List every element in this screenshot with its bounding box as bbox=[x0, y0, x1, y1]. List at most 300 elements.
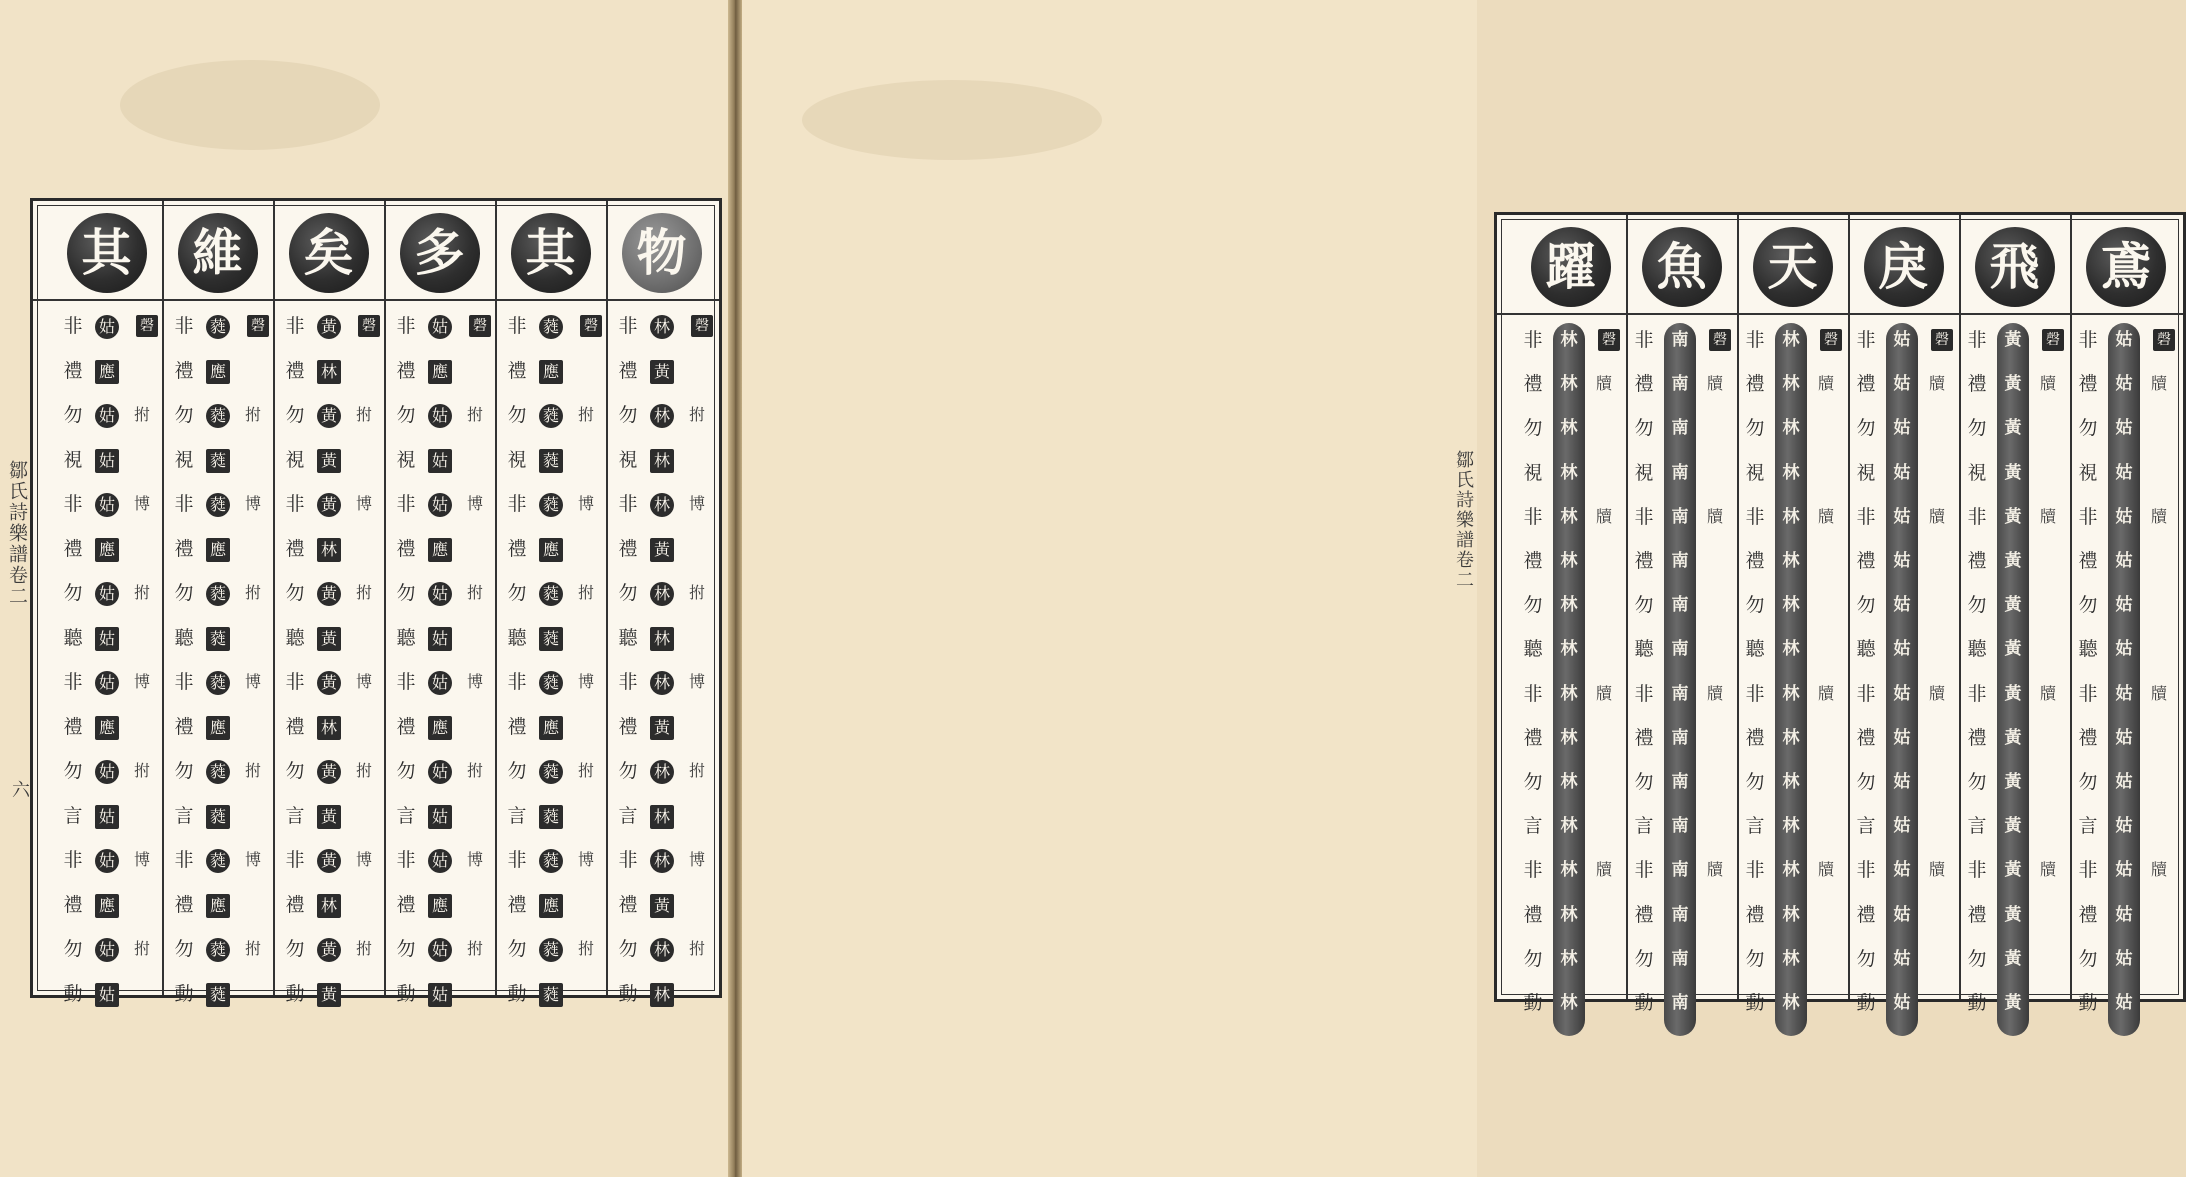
lyric-word: 勿 bbox=[618, 938, 638, 960]
lyric-word: 非 bbox=[285, 671, 305, 693]
bar-note: 姑 bbox=[2115, 330, 2133, 350]
pitch-note: 姑 bbox=[95, 938, 119, 962]
lyric-word: 視 bbox=[1856, 461, 1876, 484]
lyric-word: 言 bbox=[285, 804, 305, 827]
lyric-word: 禮 bbox=[507, 715, 527, 738]
left-page bbox=[0, 0, 728, 1177]
stroke-mark: 博 bbox=[466, 494, 483, 513]
pitch-note: 蕤 bbox=[206, 760, 230, 784]
bar-note: 林 bbox=[1560, 993, 1578, 1013]
pitch-note: 姑 bbox=[428, 760, 452, 784]
lyric-word: 非 bbox=[507, 315, 527, 337]
stroke-mark: 博 bbox=[466, 850, 483, 869]
lyric-word: 非 bbox=[618, 315, 638, 337]
lyric-word: 勿 bbox=[174, 938, 194, 960]
pitch-note: 黃 bbox=[317, 627, 341, 651]
bar-note: 南 bbox=[1671, 727, 1689, 748]
bar-note: 姑 bbox=[2115, 595, 2133, 616]
bar-note: 姑 bbox=[1893, 772, 1911, 792]
lyric-word: 非 bbox=[2078, 329, 2098, 351]
bar-note: 黃 bbox=[2004, 948, 2022, 969]
pitch-note: 林 bbox=[650, 671, 674, 695]
pitch-note: 蕤 bbox=[539, 315, 563, 339]
bar-note: 林 bbox=[1782, 948, 1800, 969]
bar-note: 林 bbox=[1782, 727, 1800, 748]
pitch-note: 蕤 bbox=[539, 582, 563, 606]
bar-note: 姑 bbox=[2115, 948, 2133, 969]
bar-note: 姑 bbox=[1893, 462, 1911, 483]
lyric-word: 非 bbox=[618, 849, 638, 871]
pitch-note: 蕤 bbox=[539, 849, 563, 873]
stroke-mark: 博 bbox=[133, 494, 150, 513]
lyric-word: 勿 bbox=[1856, 947, 1876, 970]
lyric-word: 勿 bbox=[2078, 417, 2098, 440]
column-divider bbox=[384, 201, 386, 995]
lyric-word: 視 bbox=[1523, 461, 1543, 484]
bar-note: 林 bbox=[1560, 683, 1578, 704]
pitch-note: 應 bbox=[206, 894, 230, 918]
lyric-word: 勿 bbox=[396, 582, 416, 604]
lyric-word: 非 bbox=[2078, 682, 2098, 705]
stroke-mark: 牘 bbox=[1817, 506, 1834, 526]
bar-note: 林 bbox=[1782, 772, 1800, 792]
stroke-mark: 牘 bbox=[1817, 683, 1834, 703]
column-divider bbox=[1848, 215, 1850, 999]
lyric-word: 非 bbox=[618, 493, 638, 515]
lyric-word: 禮 bbox=[1523, 903, 1543, 926]
lyric-word: 非 bbox=[1856, 329, 1876, 351]
stroke-mark: 牘 bbox=[2150, 683, 2167, 703]
lyric-word: 非 bbox=[1856, 859, 1876, 882]
lyric-word: 勿 bbox=[396, 760, 416, 782]
bar-note: 南 bbox=[1671, 948, 1689, 969]
bar-note: 黃 bbox=[2004, 904, 2022, 925]
lyric-word: 禮 bbox=[507, 893, 527, 916]
pitch-note: 姑 bbox=[428, 582, 452, 606]
right-column-3 bbox=[1848, 215, 1959, 1014]
pitch-tag: 磬 bbox=[469, 315, 491, 337]
bar-note: 姑 bbox=[1893, 816, 1911, 837]
bar-note: 姑 bbox=[2115, 551, 2133, 571]
lyric-word: 非 bbox=[1523, 505, 1543, 528]
pitch-note: 蕤 bbox=[206, 983, 230, 1007]
left-folio-number: 六 bbox=[9, 780, 30, 800]
bar-note: 林 bbox=[1560, 772, 1578, 792]
pitch-note: 姑 bbox=[428, 938, 452, 962]
bar-note: 姑 bbox=[1893, 330, 1911, 350]
lyric-word: 勿 bbox=[1967, 771, 1987, 793]
heading-seal: 矣 bbox=[289, 213, 369, 293]
pitch-tag: 磬 bbox=[358, 315, 380, 337]
bar-note: 姑 bbox=[1893, 904, 1911, 925]
pitch-note: 姑 bbox=[428, 627, 452, 651]
bar-note: 姑 bbox=[2115, 904, 2133, 925]
lyric-word: 勿 bbox=[1634, 417, 1654, 440]
bar-note: 林 bbox=[1782, 595, 1800, 616]
pitch-tag: 磬 bbox=[691, 315, 713, 337]
lyric-word: 非 bbox=[396, 493, 416, 515]
lyric-word: 禮 bbox=[507, 359, 527, 382]
lyric-word: 非 bbox=[1523, 682, 1543, 705]
heading-seal: 躍 bbox=[1531, 227, 1611, 307]
column-divider bbox=[162, 201, 164, 995]
bar-note: 黃 bbox=[2004, 374, 2022, 395]
pitch-note: 蕤 bbox=[206, 315, 230, 339]
stroke-mark: 牘 bbox=[2039, 374, 2056, 394]
bar-note: 姑 bbox=[1893, 639, 1911, 660]
pitch-note: 姑 bbox=[95, 627, 119, 651]
column-divider bbox=[1737, 215, 1739, 999]
pitch-note: 林 bbox=[317, 716, 341, 740]
lyric-word: 言 bbox=[63, 804, 83, 827]
bar-note: 林 bbox=[1782, 993, 1800, 1013]
stroke-mark: 博 bbox=[577, 850, 594, 869]
bar-note: 黃 bbox=[2004, 639, 2022, 660]
bar-note: 林 bbox=[1560, 551, 1578, 571]
bar-note: 姑 bbox=[1893, 683, 1911, 704]
lyric-word: 勿 bbox=[285, 938, 305, 960]
pitch-note: 應 bbox=[428, 538, 452, 562]
lyric-word: 動 bbox=[1523, 992, 1543, 1014]
left-score-frame bbox=[30, 198, 722, 1005]
lyric-word: 禮 bbox=[63, 893, 83, 916]
lyric-word: 禮 bbox=[63, 359, 83, 382]
left-column-1 bbox=[606, 201, 717, 1005]
pitch-note: 林 bbox=[650, 938, 674, 962]
bar-note: 黃 bbox=[2004, 595, 2022, 616]
bar-note: 南 bbox=[1671, 330, 1689, 350]
lyric-word: 動 bbox=[507, 982, 527, 1005]
pitch-tag: 磬 bbox=[580, 315, 602, 337]
right-score-frame bbox=[1494, 212, 2186, 1014]
stroke-mark: 拊 bbox=[577, 761, 594, 780]
lyric-word: 聽 bbox=[396, 626, 416, 649]
lyric-word: 勿 bbox=[1856, 594, 1876, 617]
bar-note: 林 bbox=[1782, 330, 1800, 350]
pitch-note: 林 bbox=[317, 538, 341, 562]
stroke-mark: 拊 bbox=[466, 405, 483, 424]
pitch-note: 應 bbox=[428, 894, 452, 918]
pitch-note: 蕤 bbox=[206, 582, 230, 606]
pitch-note: 姑 bbox=[95, 449, 119, 473]
stroke-mark: 牘 bbox=[1928, 860, 1945, 880]
pitch-note: 蕤 bbox=[206, 493, 230, 517]
lyric-word: 聽 bbox=[1745, 638, 1765, 661]
lyric-word: 禮 bbox=[1967, 903, 1987, 926]
heading-seal: 天 bbox=[1753, 227, 1833, 307]
stroke-mark: 拊 bbox=[133, 761, 150, 780]
lyric-word: 禮 bbox=[285, 537, 305, 560]
lyric-word: 視 bbox=[1967, 461, 1987, 484]
lyric-word: 禮 bbox=[2078, 726, 2098, 749]
lyric-word: 聽 bbox=[1856, 638, 1876, 661]
pitch-note: 林 bbox=[650, 627, 674, 651]
stroke-mark: 拊 bbox=[688, 761, 705, 780]
pitch-note: 林 bbox=[650, 760, 674, 784]
heading-seal: 維 bbox=[178, 213, 258, 293]
pitch-note: 林 bbox=[650, 983, 674, 1007]
stroke-mark: 博 bbox=[577, 494, 594, 513]
lyric-word: 動 bbox=[63, 982, 83, 1005]
bar-note: 林 bbox=[1782, 904, 1800, 925]
bar-note: 林 bbox=[1782, 418, 1800, 439]
bar-note: 南 bbox=[1671, 860, 1689, 881]
pitch-note: 林 bbox=[650, 805, 674, 829]
bar-note: 林 bbox=[1782, 551, 1800, 571]
lyric-word: 禮 bbox=[1856, 726, 1876, 749]
pitch-note: 林 bbox=[317, 360, 341, 384]
lyric-word: 非 bbox=[174, 849, 194, 871]
pitch-note: 林 bbox=[650, 449, 674, 473]
pitch-note: 林 bbox=[650, 582, 674, 606]
bar-note: 林 bbox=[1782, 506, 1800, 527]
lyric-word: 勿 bbox=[1523, 947, 1543, 970]
lyric-word: 非 bbox=[63, 671, 83, 693]
lyric-word: 勿 bbox=[1523, 417, 1543, 440]
lyric-word: 聽 bbox=[63, 626, 83, 649]
stroke-mark: 博 bbox=[355, 672, 372, 691]
lyric-word: 禮 bbox=[2078, 373, 2098, 396]
left-column-4 bbox=[273, 201, 384, 1005]
pitch-note: 蕤 bbox=[539, 449, 563, 473]
pitch-note: 姑 bbox=[428, 404, 452, 428]
pitch-note: 應 bbox=[206, 360, 230, 384]
bar-note: 姑 bbox=[2115, 683, 2133, 704]
lyric-word: 動 bbox=[1745, 992, 1765, 1014]
pitch-note: 蕤 bbox=[539, 627, 563, 651]
pitch-note: 應 bbox=[539, 538, 563, 562]
lyric-word: 非 bbox=[1745, 505, 1765, 528]
pitch-note: 蕤 bbox=[206, 627, 230, 651]
bar-note: 林 bbox=[1782, 860, 1800, 881]
lyric-word: 勿 bbox=[63, 938, 83, 960]
lyric-word: 言 bbox=[2078, 815, 2098, 838]
stroke-mark: 牘 bbox=[1928, 506, 1945, 526]
paper-stain bbox=[120, 60, 380, 150]
lyric-word: 言 bbox=[1745, 815, 1765, 838]
heading-seal: 飛 bbox=[1975, 227, 2055, 307]
lyric-word: 禮 bbox=[174, 893, 194, 916]
pitch-note: 林 bbox=[650, 493, 674, 517]
stroke-mark: 牘 bbox=[1706, 860, 1723, 880]
pitch-note: 黃 bbox=[317, 849, 341, 873]
lyric-word: 勿 bbox=[507, 938, 527, 960]
pitch-note: 應 bbox=[95, 538, 119, 562]
stroke-mark: 博 bbox=[355, 494, 372, 513]
lyric-word: 非 bbox=[1634, 859, 1654, 882]
lyric-word: 勿 bbox=[1967, 594, 1987, 617]
lyric-word: 聽 bbox=[1523, 638, 1543, 661]
lyric-word: 勿 bbox=[396, 404, 416, 426]
bar-note: 姑 bbox=[2115, 727, 2133, 748]
lyric-word: 勿 bbox=[618, 404, 638, 426]
pitch-note: 姑 bbox=[95, 582, 119, 606]
lyric-word: 禮 bbox=[507, 537, 527, 560]
lyric-word: 動 bbox=[285, 982, 305, 1005]
lyric-word: 勿 bbox=[63, 582, 83, 604]
lyric-word: 勿 bbox=[396, 938, 416, 960]
pitch-note: 應 bbox=[206, 538, 230, 562]
lyric-word: 禮 bbox=[1634, 550, 1654, 572]
lyric-word: 非 bbox=[1634, 682, 1654, 705]
stroke-mark: 拊 bbox=[577, 939, 594, 958]
stroke-mark: 博 bbox=[577, 672, 594, 691]
pitch-note: 姑 bbox=[428, 805, 452, 829]
pitch-note: 姑 bbox=[428, 849, 452, 873]
pitch-note: 蕤 bbox=[206, 938, 230, 962]
stroke-mark: 拊 bbox=[355, 761, 372, 780]
pitch-note: 姑 bbox=[95, 760, 119, 784]
lyric-word: 視 bbox=[618, 448, 638, 471]
bar-note: 姑 bbox=[1893, 993, 1911, 1013]
bar-note: 林 bbox=[1560, 860, 1578, 881]
lyric-word: 勿 bbox=[63, 760, 83, 782]
lyric-word: 非 bbox=[174, 493, 194, 515]
pitch-tag: 磬 bbox=[1931, 329, 1953, 351]
stroke-mark: 拊 bbox=[466, 761, 483, 780]
pitch-note: 林 bbox=[650, 315, 674, 339]
pitch-note: 黃 bbox=[317, 315, 341, 339]
bar-note: 南 bbox=[1671, 816, 1689, 837]
stroke-mark: 拊 bbox=[466, 583, 483, 602]
paper-stain bbox=[802, 80, 1102, 160]
right-column-1 bbox=[2070, 215, 2181, 1014]
bar-note: 林 bbox=[1560, 374, 1578, 395]
stroke-mark: 拊 bbox=[688, 583, 705, 602]
heading-seal: 物 bbox=[622, 213, 702, 293]
bar-note: 黃 bbox=[2004, 551, 2022, 571]
lyric-word: 視 bbox=[63, 448, 83, 471]
bar-note: 姑 bbox=[1893, 727, 1911, 748]
lyric-word: 非 bbox=[396, 671, 416, 693]
lyric-word: 禮 bbox=[174, 715, 194, 738]
lyric-word: 視 bbox=[1745, 461, 1765, 484]
pitch-tag: 磬 bbox=[247, 315, 269, 337]
pitch-tag: 磬 bbox=[1598, 329, 1620, 351]
pitch-note: 蕤 bbox=[539, 760, 563, 784]
pitch-tag: 磬 bbox=[2042, 329, 2064, 351]
stroke-mark: 拊 bbox=[688, 405, 705, 424]
heading-seal: 鳶 bbox=[2086, 227, 2166, 307]
bar-note: 林 bbox=[1782, 462, 1800, 483]
lyric-word: 禮 bbox=[1856, 373, 1876, 396]
bar-note: 林 bbox=[1782, 639, 1800, 660]
stroke-mark: 博 bbox=[688, 850, 705, 869]
stroke-mark: 牘 bbox=[1928, 374, 1945, 394]
lyric-word: 勿 bbox=[1634, 594, 1654, 617]
pitch-note: 蕤 bbox=[206, 849, 230, 873]
lyric-word: 禮 bbox=[174, 537, 194, 560]
stroke-mark: 拊 bbox=[577, 583, 594, 602]
bar-note: 南 bbox=[1671, 904, 1689, 925]
lyric-word: 勿 bbox=[507, 582, 527, 604]
stroke-mark: 拊 bbox=[244, 583, 261, 602]
pitch-note: 黃 bbox=[317, 582, 341, 606]
pitch-note: 姑 bbox=[428, 983, 452, 1007]
lyric-word: 勿 bbox=[1967, 947, 1987, 970]
pitch-note: 姑 bbox=[95, 849, 119, 873]
pitch-note: 蕤 bbox=[539, 938, 563, 962]
pitch-tag: 磬 bbox=[2153, 329, 2175, 351]
lyric-word: 非 bbox=[285, 493, 305, 515]
lyric-word: 勿 bbox=[2078, 771, 2098, 793]
stroke-mark: 拊 bbox=[466, 939, 483, 958]
pitch-note: 蕤 bbox=[539, 805, 563, 829]
lyric-word: 禮 bbox=[1634, 726, 1654, 749]
lyric-word: 禮 bbox=[285, 893, 305, 916]
stroke-mark: 牘 bbox=[2039, 860, 2056, 880]
lyric-word: 非 bbox=[1523, 859, 1543, 882]
lyric-word: 勿 bbox=[174, 760, 194, 782]
bar-note: 南 bbox=[1671, 418, 1689, 439]
bar-note: 黃 bbox=[2004, 330, 2022, 350]
bar-note: 姑 bbox=[2115, 418, 2133, 439]
lyric-word: 言 bbox=[1967, 815, 1987, 838]
lyric-word: 勿 bbox=[285, 760, 305, 782]
lyric-word: 勿 bbox=[1856, 771, 1876, 793]
bar-note: 林 bbox=[1782, 374, 1800, 395]
stroke-mark: 博 bbox=[688, 672, 705, 691]
left-margin-title: 鄒氏詩樂譜卷二 bbox=[6, 460, 28, 607]
lyric-word: 動 bbox=[1967, 992, 1987, 1014]
lyric-word: 動 bbox=[618, 982, 638, 1005]
pitch-note: 黃 bbox=[317, 938, 341, 962]
lyric-word: 非 bbox=[1856, 505, 1876, 528]
column-divider bbox=[2070, 215, 2072, 999]
lyric-word: 非 bbox=[285, 315, 305, 337]
bar-note: 南 bbox=[1671, 462, 1689, 483]
stroke-mark: 博 bbox=[688, 494, 705, 513]
lyric-word: 禮 bbox=[618, 359, 638, 382]
bar-note: 林 bbox=[1782, 683, 1800, 704]
stroke-mark: 拊 bbox=[688, 939, 705, 958]
pitch-note: 應 bbox=[539, 360, 563, 384]
bar-note: 姑 bbox=[2115, 816, 2133, 837]
pitch-note: 黃 bbox=[317, 760, 341, 784]
pitch-note: 黃 bbox=[650, 360, 674, 384]
lyric-word: 非 bbox=[396, 849, 416, 871]
lyric-word: 禮 bbox=[285, 715, 305, 738]
pitch-note: 黃 bbox=[317, 671, 341, 695]
lyric-word: 禮 bbox=[1523, 550, 1543, 572]
lyric-word: 禮 bbox=[396, 715, 416, 738]
bar-note: 黃 bbox=[2004, 727, 2022, 748]
lyric-word: 禮 bbox=[1856, 550, 1876, 572]
stroke-mark: 博 bbox=[244, 850, 261, 869]
lyric-word: 勿 bbox=[2078, 594, 2098, 617]
bar-note: 姑 bbox=[2115, 860, 2133, 881]
lyric-word: 勿 bbox=[2078, 947, 2098, 970]
lyric-word: 勿 bbox=[1745, 947, 1765, 970]
bar-note: 黃 bbox=[2004, 683, 2022, 704]
lyric-word: 聽 bbox=[285, 626, 305, 649]
pitch-note: 姑 bbox=[428, 449, 452, 473]
lyric-word: 禮 bbox=[1967, 550, 1987, 572]
bar-note: 姑 bbox=[2115, 374, 2133, 395]
left-column-5 bbox=[162, 201, 273, 1005]
pitch-note: 黃 bbox=[317, 805, 341, 829]
bar-note: 南 bbox=[1671, 551, 1689, 571]
bar-note: 南 bbox=[1671, 595, 1689, 616]
lyric-word: 勿 bbox=[63, 404, 83, 426]
stroke-mark: 拊 bbox=[244, 761, 261, 780]
bar-note: 姑 bbox=[1893, 595, 1911, 616]
lyric-word: 非 bbox=[285, 849, 305, 871]
bar-note: 林 bbox=[1560, 506, 1578, 527]
lyric-word: 禮 bbox=[1745, 903, 1765, 926]
lyric-word: 勿 bbox=[1634, 947, 1654, 970]
heading-seal: 其 bbox=[67, 213, 147, 293]
